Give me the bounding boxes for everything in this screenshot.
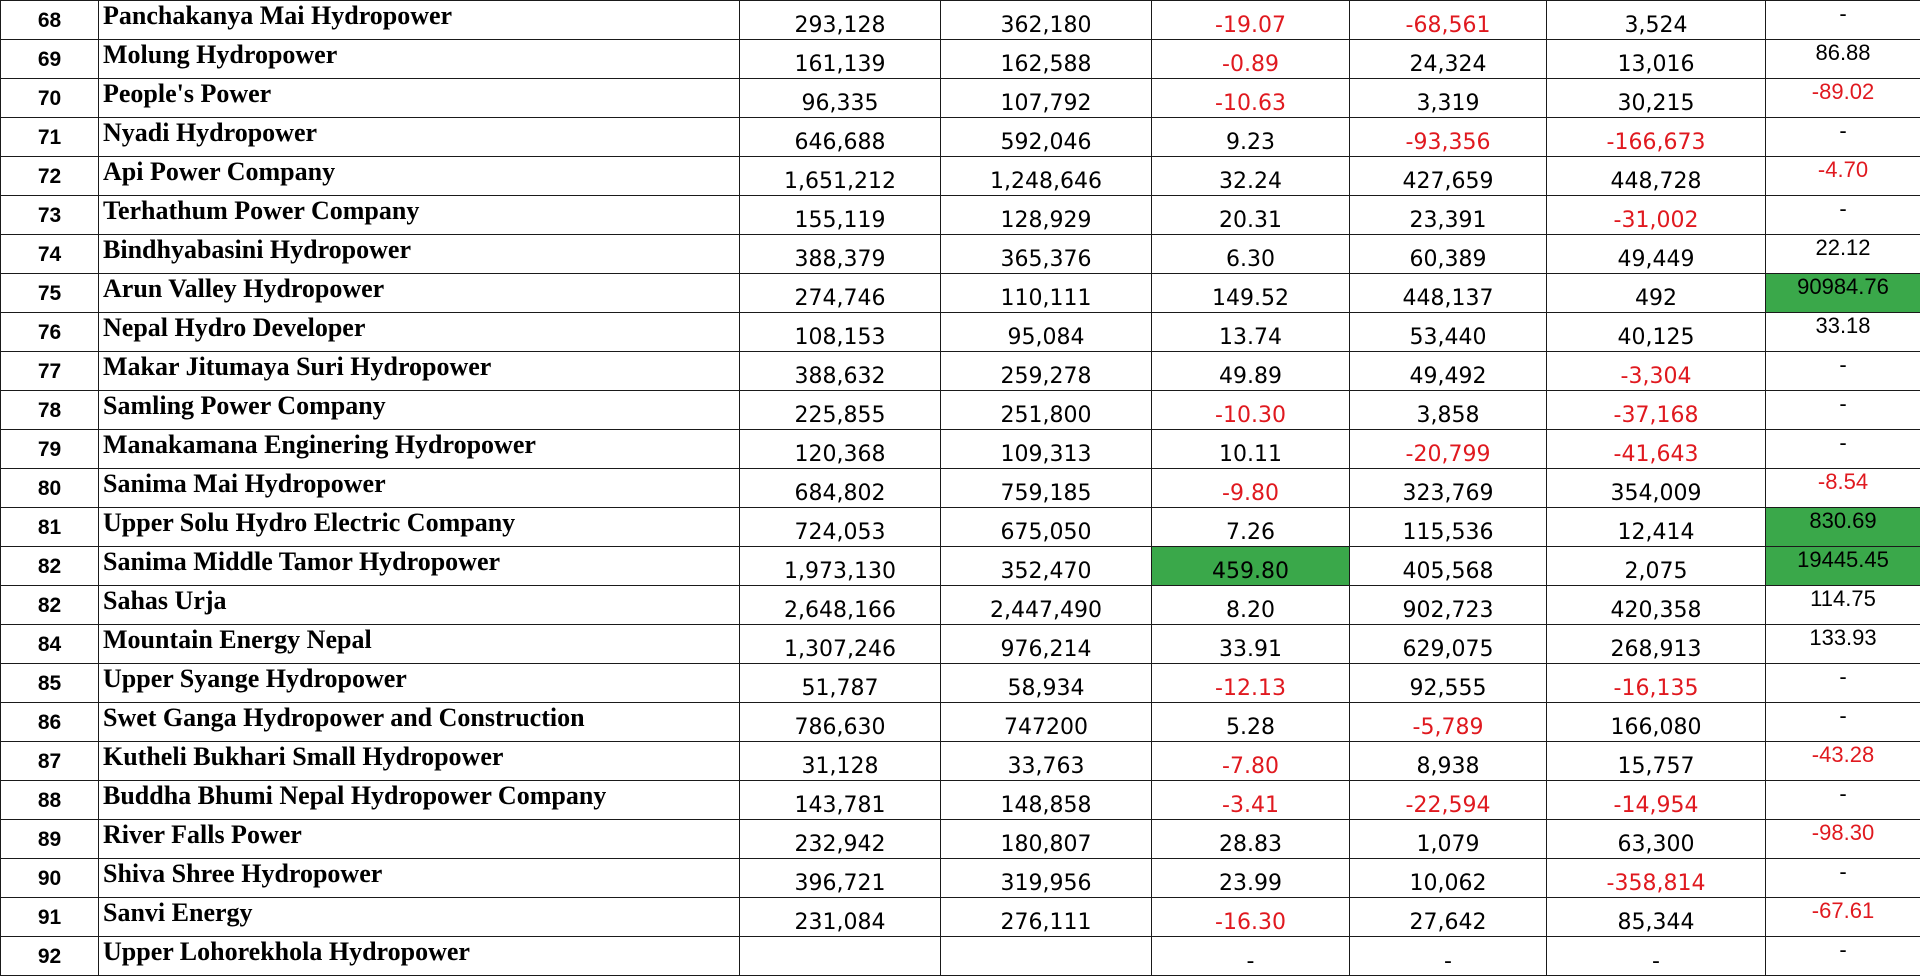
growth-percent-cell: -67.61 bbox=[1766, 898, 1920, 937]
value-cell-2: 747200 bbox=[941, 703, 1152, 742]
value-cell-1 bbox=[740, 937, 941, 976]
value-cell-4: 92,555 bbox=[1350, 664, 1547, 703]
value-cell-1: 108,153 bbox=[740, 313, 941, 352]
change-percent-cell: - bbox=[1152, 937, 1350, 976]
company-name-cell: Nepal Hydro Developer bbox=[99, 313, 740, 352]
table-row bbox=[1, 937, 1920, 976]
serial-number-cell: 69 bbox=[1, 40, 99, 79]
company-name-cell: Kutheli Bukhari Small Hydropower bbox=[99, 742, 740, 781]
table-row bbox=[1, 40, 1920, 79]
value-cell-2: 259,278 bbox=[941, 352, 1152, 391]
serial-number-cell: 70 bbox=[1, 79, 99, 118]
serial-number-cell: 88 bbox=[1, 781, 99, 820]
change-percent-cell: 5.28 bbox=[1152, 703, 1350, 742]
value-cell-2: 148,858 bbox=[941, 781, 1152, 820]
table-row bbox=[1, 235, 1920, 274]
change-percent-cell: 9.23 bbox=[1152, 118, 1350, 157]
value-cell-5: 2,075 bbox=[1547, 547, 1766, 586]
value-cell-1: 786,630 bbox=[740, 703, 941, 742]
company-name-cell: Sahas Urja bbox=[99, 586, 740, 625]
company-name-cell: River Falls Power bbox=[99, 820, 740, 859]
company-name-cell: Sanvi Energy bbox=[99, 898, 740, 937]
table-row bbox=[1, 820, 1920, 859]
table-row bbox=[1, 274, 1920, 313]
company-name-cell: Buddha Bhumi Nepal Hydropower Company bbox=[99, 781, 740, 820]
change-percent-cell: 459.80 bbox=[1152, 547, 1350, 586]
serial-number-cell: 68 bbox=[1, 1, 99, 40]
value-cell-2: 365,376 bbox=[941, 235, 1152, 274]
value-cell-5: -3,304 bbox=[1547, 352, 1766, 391]
value-cell-5: 448,728 bbox=[1547, 157, 1766, 196]
value-cell-1: 120,368 bbox=[740, 430, 941, 469]
value-cell-1: 646,688 bbox=[740, 118, 941, 157]
change-percent-cell: 20.31 bbox=[1152, 196, 1350, 235]
value-cell-1: 143,781 bbox=[740, 781, 941, 820]
table-row bbox=[1, 625, 1920, 664]
value-cell-4: 3,319 bbox=[1350, 79, 1547, 118]
serial-number-cell: 79 bbox=[1, 430, 99, 469]
value-cell-4: 49,492 bbox=[1350, 352, 1547, 391]
growth-percent-cell: - bbox=[1766, 430, 1920, 469]
serial-number-cell: 78 bbox=[1, 391, 99, 430]
value-cell-5: -37,168 bbox=[1547, 391, 1766, 430]
table-row bbox=[1, 859, 1920, 898]
value-cell-5: -31,002 bbox=[1547, 196, 1766, 235]
company-name-cell: Samling Power Company bbox=[99, 391, 740, 430]
value-cell-5: 63,300 bbox=[1547, 820, 1766, 859]
value-cell-2: 276,111 bbox=[941, 898, 1152, 937]
value-cell-2: 33,763 bbox=[941, 742, 1152, 781]
value-cell-1: 231,084 bbox=[740, 898, 941, 937]
change-percent-cell: -3.41 bbox=[1152, 781, 1350, 820]
value-cell-5: 492 bbox=[1547, 274, 1766, 313]
company-name-cell: Molung Hydropower bbox=[99, 40, 740, 79]
growth-percent-cell: -8.54 bbox=[1766, 469, 1920, 508]
value-cell-2: 251,800 bbox=[941, 391, 1152, 430]
change-percent-cell: -16.30 bbox=[1152, 898, 1350, 937]
serial-number-cell: 71 bbox=[1, 118, 99, 157]
change-percent-cell: 33.91 bbox=[1152, 625, 1350, 664]
value-cell-4: 427,659 bbox=[1350, 157, 1547, 196]
value-cell-1: 155,119 bbox=[740, 196, 941, 235]
change-percent-cell: 7.26 bbox=[1152, 508, 1350, 547]
value-cell-1: 31,128 bbox=[740, 742, 941, 781]
value-cell-5: 13,016 bbox=[1547, 40, 1766, 79]
table-row bbox=[1, 196, 1920, 235]
table-row bbox=[1, 1, 1920, 40]
company-name-cell: Nyadi Hydropower bbox=[99, 118, 740, 157]
serial-number-cell: 89 bbox=[1, 820, 99, 859]
change-percent-cell: 8.20 bbox=[1152, 586, 1350, 625]
serial-number-cell: 85 bbox=[1, 664, 99, 703]
value-cell-4: 405,568 bbox=[1350, 547, 1547, 586]
company-name-cell: Mountain Energy Nepal bbox=[99, 625, 740, 664]
company-name-cell: Sanima Mai Hydropower bbox=[99, 469, 740, 508]
value-cell-5: 268,913 bbox=[1547, 625, 1766, 664]
table-row bbox=[1, 703, 1920, 742]
growth-percent-cell: 830.69 bbox=[1766, 508, 1920, 547]
value-cell-4: -20,799 bbox=[1350, 430, 1547, 469]
serial-number-cell: 92 bbox=[1, 937, 99, 976]
company-name-cell: Manakamana Enginering Hydropower bbox=[99, 430, 740, 469]
change-percent-cell: 32.24 bbox=[1152, 157, 1350, 196]
table-body bbox=[1, 1, 1920, 976]
value-cell-2: 107,792 bbox=[941, 79, 1152, 118]
value-cell-5: 49,449 bbox=[1547, 235, 1766, 274]
change-percent-cell: -7.80 bbox=[1152, 742, 1350, 781]
table-row bbox=[1, 313, 1920, 352]
value-cell-5: -166,673 bbox=[1547, 118, 1766, 157]
table-row bbox=[1, 898, 1920, 937]
value-cell-1: 2,648,166 bbox=[740, 586, 941, 625]
value-cell-5: 30,215 bbox=[1547, 79, 1766, 118]
serial-number-cell: 72 bbox=[1, 157, 99, 196]
company-name-cell: People's Power bbox=[99, 79, 740, 118]
table-row bbox=[1, 742, 1920, 781]
company-name-cell: Terhathum Power Company bbox=[99, 196, 740, 235]
value-cell-1: 684,802 bbox=[740, 469, 941, 508]
value-cell-1: 96,335 bbox=[740, 79, 941, 118]
growth-percent-cell: - bbox=[1766, 781, 1920, 820]
value-cell-4: -68,561 bbox=[1350, 1, 1547, 40]
value-cell-5: 166,080 bbox=[1547, 703, 1766, 742]
value-cell-1: 724,053 bbox=[740, 508, 941, 547]
value-cell-5: 40,125 bbox=[1547, 313, 1766, 352]
value-cell-4: 1,079 bbox=[1350, 820, 1547, 859]
company-name-cell: Api Power Company bbox=[99, 157, 740, 196]
table-row bbox=[1, 508, 1920, 547]
value-cell-4: 629,075 bbox=[1350, 625, 1547, 664]
change-percent-cell: -10.63 bbox=[1152, 79, 1350, 118]
change-percent-cell: 149.52 bbox=[1152, 274, 1350, 313]
growth-percent-cell: - bbox=[1766, 118, 1920, 157]
company-name-cell: Swet Ganga Hydropower and Construction bbox=[99, 703, 740, 742]
value-cell-2: 180,807 bbox=[941, 820, 1152, 859]
value-cell-1: 274,746 bbox=[740, 274, 941, 313]
growth-percent-cell: 133.93 bbox=[1766, 625, 1920, 664]
change-percent-cell: -0.89 bbox=[1152, 40, 1350, 79]
growth-percent-cell: 86.88 bbox=[1766, 40, 1920, 79]
serial-number-cell: 86 bbox=[1, 703, 99, 742]
value-cell-4: 23,391 bbox=[1350, 196, 1547, 235]
change-percent-cell: 49.89 bbox=[1152, 352, 1350, 391]
growth-percent-cell: - bbox=[1766, 391, 1920, 430]
value-cell-4: 10,062 bbox=[1350, 859, 1547, 898]
company-name-cell: Panchakanya Mai Hydropower bbox=[99, 1, 740, 40]
value-cell-4: -93,356 bbox=[1350, 118, 1547, 157]
value-cell-1: 293,128 bbox=[740, 1, 941, 40]
serial-number-cell: 77 bbox=[1, 352, 99, 391]
growth-percent-cell: 90984.76 bbox=[1766, 274, 1920, 313]
value-cell-2 bbox=[941, 937, 1152, 976]
growth-percent-cell: 22.12 bbox=[1766, 235, 1920, 274]
growth-percent-cell: - bbox=[1766, 1, 1920, 40]
change-percent-cell: 6.30 bbox=[1152, 235, 1350, 274]
table-row bbox=[1, 664, 1920, 703]
value-cell-5: -358,814 bbox=[1547, 859, 1766, 898]
value-cell-4: 323,769 bbox=[1350, 469, 1547, 508]
company-name-cell: Upper Lohorekhola Hydropower bbox=[99, 937, 740, 976]
value-cell-2: 592,046 bbox=[941, 118, 1152, 157]
company-name-cell: Shiva Shree Hydropower bbox=[99, 859, 740, 898]
growth-percent-cell: 19445.45 bbox=[1766, 547, 1920, 586]
table-row bbox=[1, 79, 1920, 118]
serial-number-cell: 73 bbox=[1, 196, 99, 235]
table-row bbox=[1, 391, 1920, 430]
table-row bbox=[1, 547, 1920, 586]
serial-number-cell: 75 bbox=[1, 274, 99, 313]
value-cell-1: 396,721 bbox=[740, 859, 941, 898]
value-cell-4: 53,440 bbox=[1350, 313, 1547, 352]
value-cell-1: 1,307,246 bbox=[740, 625, 941, 664]
serial-number-cell: 84 bbox=[1, 625, 99, 664]
table-row bbox=[1, 430, 1920, 469]
serial-number-cell: 76 bbox=[1, 313, 99, 352]
table-row bbox=[1, 781, 1920, 820]
serial-number-cell: 91 bbox=[1, 898, 99, 937]
change-percent-cell: -9.80 bbox=[1152, 469, 1350, 508]
change-percent-cell: -10.30 bbox=[1152, 391, 1350, 430]
serial-number-cell: 74 bbox=[1, 235, 99, 274]
value-cell-2: 95,084 bbox=[941, 313, 1152, 352]
value-cell-1: 1,651,212 bbox=[740, 157, 941, 196]
value-cell-4: 8,938 bbox=[1350, 742, 1547, 781]
company-name-cell: Upper Solu Hydro Electric Company bbox=[99, 508, 740, 547]
value-cell-5: 85,344 bbox=[1547, 898, 1766, 937]
change-percent-cell: 13.74 bbox=[1152, 313, 1350, 352]
value-cell-1: 232,942 bbox=[740, 820, 941, 859]
change-percent-cell: -12.13 bbox=[1152, 664, 1350, 703]
change-percent-cell: 28.83 bbox=[1152, 820, 1350, 859]
change-percent-cell: -19.07 bbox=[1152, 1, 1350, 40]
value-cell-2: 58,934 bbox=[941, 664, 1152, 703]
value-cell-5: -14,954 bbox=[1547, 781, 1766, 820]
growth-percent-cell: -4.70 bbox=[1766, 157, 1920, 196]
growth-percent-cell: -43.28 bbox=[1766, 742, 1920, 781]
value-cell-4: -22,594 bbox=[1350, 781, 1547, 820]
value-cell-4: -5,789 bbox=[1350, 703, 1547, 742]
change-percent-cell: 10.11 bbox=[1152, 430, 1350, 469]
value-cell-4: 60,389 bbox=[1350, 235, 1547, 274]
value-cell-5: 420,358 bbox=[1547, 586, 1766, 625]
table-row bbox=[1, 586, 1920, 625]
value-cell-4: 27,642 bbox=[1350, 898, 1547, 937]
serial-number-cell: 87 bbox=[1, 742, 99, 781]
serial-number-cell: 80 bbox=[1, 469, 99, 508]
growth-percent-cell: - bbox=[1766, 937, 1920, 976]
value-cell-2: 319,956 bbox=[941, 859, 1152, 898]
growth-percent-cell: - bbox=[1766, 703, 1920, 742]
value-cell-5: 15,757 bbox=[1547, 742, 1766, 781]
value-cell-5: - bbox=[1547, 937, 1766, 976]
value-cell-2: 362,180 bbox=[941, 1, 1152, 40]
value-cell-2: 162,588 bbox=[941, 40, 1152, 79]
company-name-cell: Bindhyabasini Hydropower bbox=[99, 235, 740, 274]
value-cell-1: 161,139 bbox=[740, 40, 941, 79]
serial-number-cell: 81 bbox=[1, 508, 99, 547]
growth-percent-cell: 114.75 bbox=[1766, 586, 1920, 625]
growth-percent-cell: -89.02 bbox=[1766, 79, 1920, 118]
value-cell-1: 1,973,130 bbox=[740, 547, 941, 586]
value-cell-4: 115,536 bbox=[1350, 508, 1547, 547]
value-cell-2: 976,214 bbox=[941, 625, 1152, 664]
value-cell-5: -16,135 bbox=[1547, 664, 1766, 703]
table-row bbox=[1, 469, 1920, 508]
growth-percent-cell: - bbox=[1766, 196, 1920, 235]
value-cell-2: 128,929 bbox=[941, 196, 1152, 235]
value-cell-2: 352,470 bbox=[941, 547, 1152, 586]
table-row bbox=[1, 118, 1920, 157]
value-cell-5: 12,414 bbox=[1547, 508, 1766, 547]
company-name-cell: Sanima Middle Tamor Hydropower bbox=[99, 547, 740, 586]
value-cell-4: 3,858 bbox=[1350, 391, 1547, 430]
value-cell-4: 902,723 bbox=[1350, 586, 1547, 625]
value-cell-1: 388,379 bbox=[740, 235, 941, 274]
growth-percent-cell: - bbox=[1766, 859, 1920, 898]
value-cell-4: 448,137 bbox=[1350, 274, 1547, 313]
serial-number-cell: 82 bbox=[1, 547, 99, 586]
value-cell-1: 225,855 bbox=[740, 391, 941, 430]
serial-number-cell: 82 bbox=[1, 586, 99, 625]
value-cell-1: 388,632 bbox=[740, 352, 941, 391]
growth-percent-cell: - bbox=[1766, 664, 1920, 703]
company-name-cell: Makar Jitumaya Suri Hydropower bbox=[99, 352, 740, 391]
company-name-cell: Arun Valley Hydropower bbox=[99, 274, 740, 313]
value-cell-5: -41,643 bbox=[1547, 430, 1766, 469]
change-percent-cell: 23.99 bbox=[1152, 859, 1350, 898]
value-cell-4: - bbox=[1350, 937, 1547, 976]
value-cell-1: 51,787 bbox=[740, 664, 941, 703]
serial-number-cell: 90 bbox=[1, 859, 99, 898]
value-cell-5: 354,009 bbox=[1547, 469, 1766, 508]
company-name-cell: Upper Syange Hydropower bbox=[99, 664, 740, 703]
growth-percent-cell: -98.30 bbox=[1766, 820, 1920, 859]
table-row bbox=[1, 352, 1920, 391]
value-cell-2: 675,050 bbox=[941, 508, 1152, 547]
value-cell-5: 3,524 bbox=[1547, 1, 1766, 40]
value-cell-2: 759,185 bbox=[941, 469, 1152, 508]
value-cell-2: 109,313 bbox=[941, 430, 1152, 469]
value-cell-2: 110,111 bbox=[941, 274, 1152, 313]
value-cell-2: 2,447,490 bbox=[941, 586, 1152, 625]
value-cell-2: 1,248,646 bbox=[941, 157, 1152, 196]
value-cell-4: 24,324 bbox=[1350, 40, 1547, 79]
growth-percent-cell: - bbox=[1766, 352, 1920, 391]
growth-percent-cell: 33.18 bbox=[1766, 313, 1920, 352]
table-row bbox=[1, 157, 1920, 196]
